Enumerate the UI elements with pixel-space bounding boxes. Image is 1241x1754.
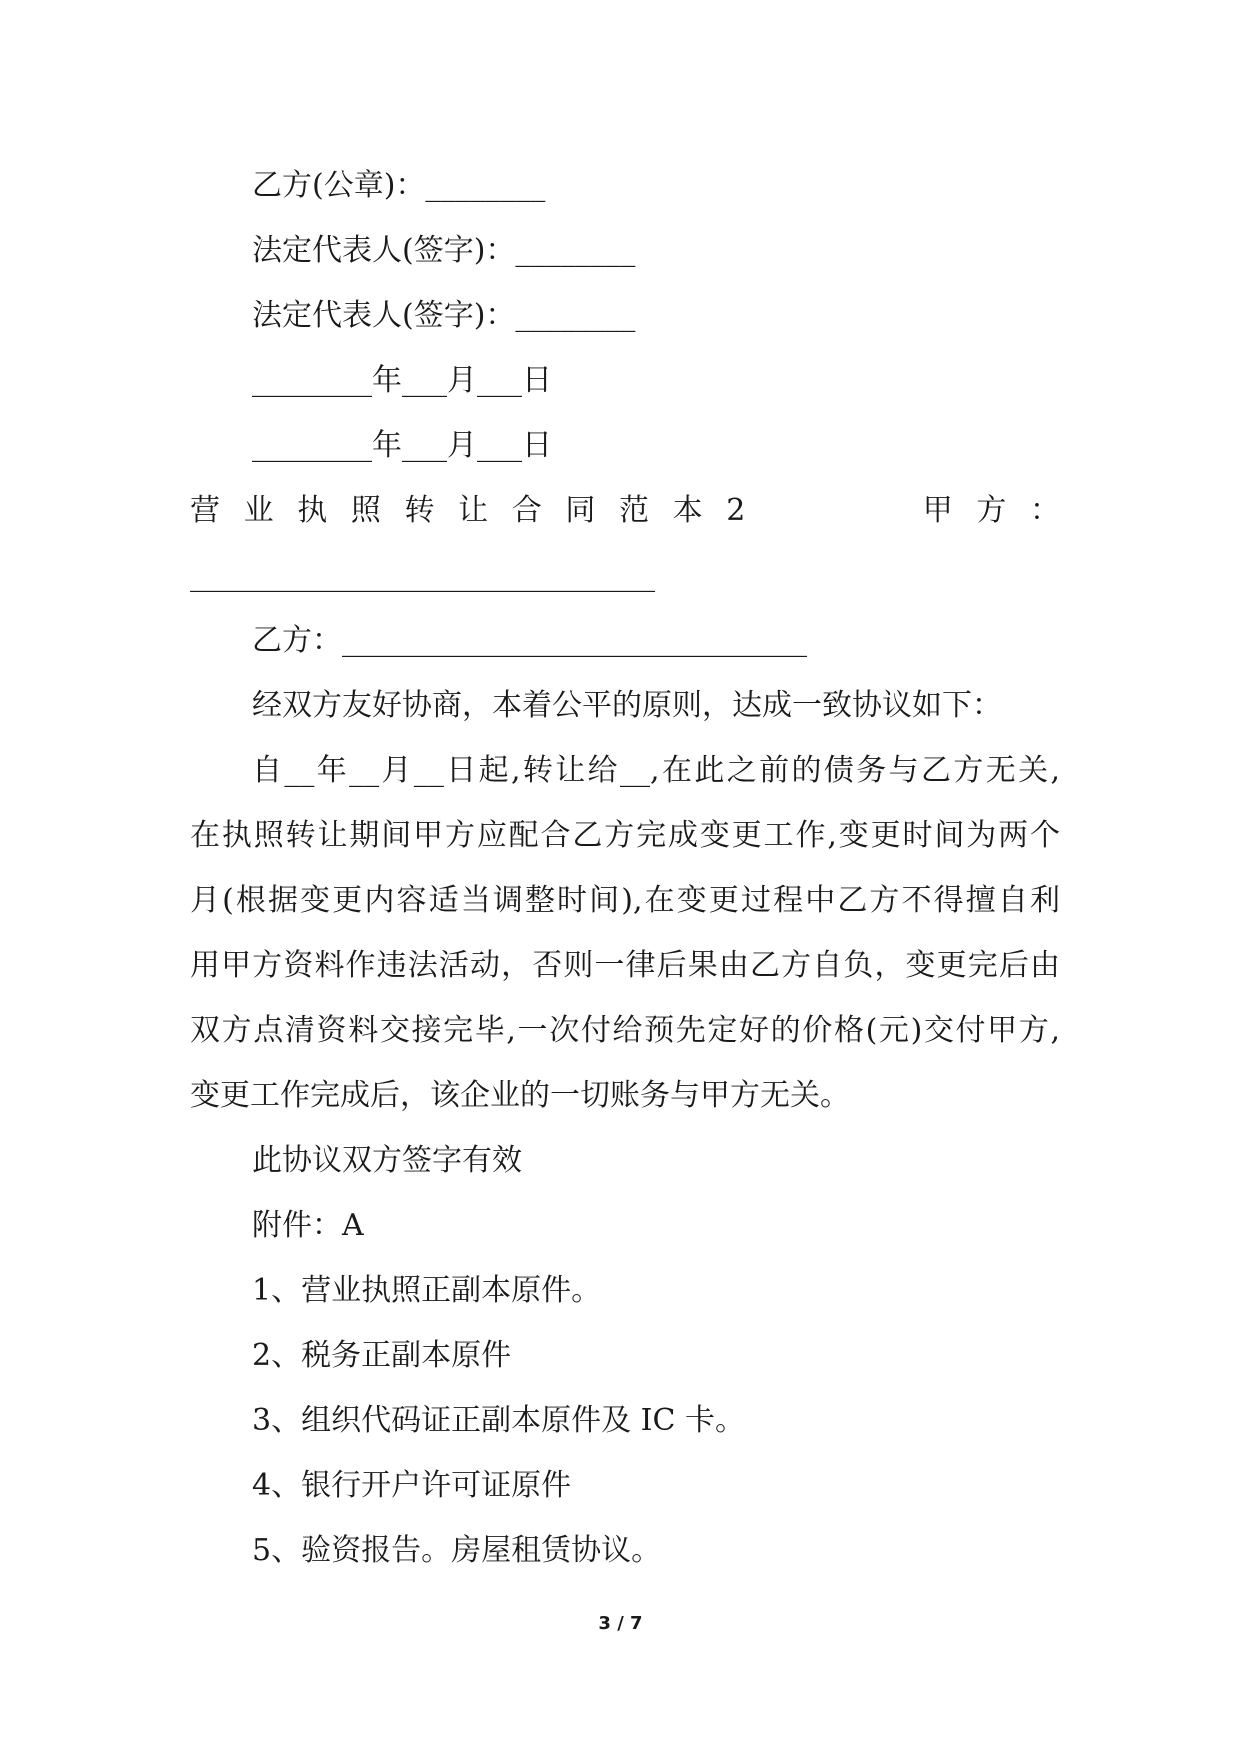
- party-a-blank-line: _______________________________: [190, 558, 655, 593]
- validity-statement: 此协议双方签字有效: [252, 1143, 522, 1178]
- body-paragraph-line-5: 双方点清资料交接完毕,一次付给预先定好的价格(元)交付甲方,: [190, 1013, 1060, 1048]
- body-paragraph-line-6: 变更工作完成后，该企业的一切账务与甲方无关。: [190, 1078, 850, 1113]
- legal-rep-signature-line-1: 法定代表人(签字)：________: [252, 233, 636, 268]
- attachment-item-2: 2、税务正副本原件: [252, 1338, 512, 1373]
- party-b-seal-line: 乙方(公章)：________: [252, 168, 546, 203]
- attachment-item-5: 5、验资报告。房屋租赁协议。: [252, 1533, 662, 1568]
- date-line-2: ________年___月___日: [252, 428, 552, 463]
- agreement-intro: 经双方友好协商，本着公平的原则，达成一致协议如下：: [252, 688, 1002, 723]
- attachment-item-1: 1、营业执照正副本原件。: [252, 1273, 602, 1308]
- attachment-item-4: 4、银行开户许可证原件: [252, 1468, 572, 1503]
- attachment-item-3: 3、组织代码证正副本原件及 IC 卡。: [252, 1403, 745, 1438]
- body-paragraph-line-4: 用甲方资料作违法活动，否则一律后果由乙方自负，变更完后由: [190, 948, 1060, 983]
- party-b-line: 乙方：_______________________________: [252, 623, 807, 658]
- body-paragraph-line-3: 月(根据变更内容适当调整时间),在变更过程中乙方不得擅自利: [190, 883, 1060, 918]
- page-number: 3 / 7: [598, 1613, 643, 1634]
- contract-title-line: 营 业 执 照 转 让 合 同 范 本 2 甲 方 ：: [190, 493, 1060, 528]
- body-paragraph-line-2: 在执照转让期间甲方应配合乙方完成变更工作,变更时间为两个: [190, 818, 1060, 853]
- body-paragraph-line-1: 自__年__月__日起,转让给__,在此之前的债务与乙方无关,: [252, 753, 1060, 788]
- attachment-heading: 附件：A: [252, 1208, 364, 1243]
- date-line-1: ________年___月___日: [252, 363, 552, 398]
- legal-rep-signature-line-2: 法定代表人(签字)：________: [252, 298, 636, 333]
